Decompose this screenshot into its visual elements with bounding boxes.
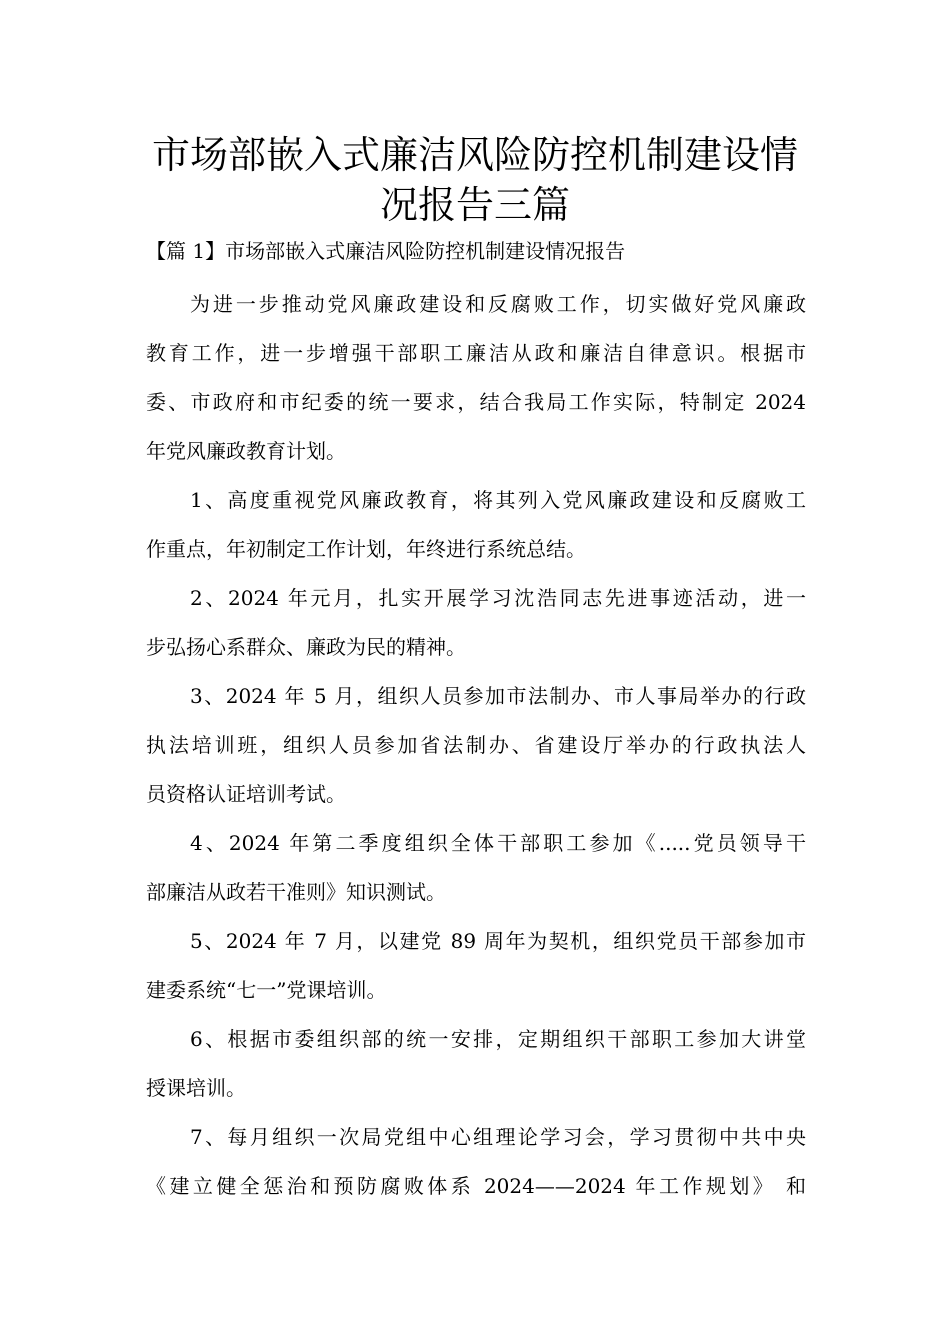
paragraph-line: 《建立健全惩治和预防腐败体系 2024——2024 年工作规划》 和	[146, 1174, 806, 1198]
paragraph-line: 作重点，年初制定工作计划，年终进行系统总结。	[146, 537, 586, 561]
paragraph-line: 4、2024 年第二季度组织全体干部职工参加《.....党员领导干	[190, 831, 806, 855]
paragraph-line: 执法培训班，组织人员参加省法制办、省建设厅举办的行政执法人	[146, 733, 806, 757]
paragraph-line: 为进一步推动党风廉政建设和反腐败工作，切实做好党风廉政	[190, 292, 806, 316]
document-title-line-1: 市场部嵌入式廉洁风险防控机制建设情	[151, 133, 798, 177]
paragraph-line: 授课培训。	[146, 1076, 246, 1100]
paragraph-line: 2、2024 年元月，扎实开展学习沈浩同志先进事迹活动，进一	[190, 586, 806, 610]
paragraph-line: 部廉洁从政若干准则》知识测试。	[146, 880, 446, 904]
paragraph-line: 员资格认证培训考试。	[146, 782, 346, 806]
paragraph-line: 委、市政府和市纪委的统一要求，结合我局工作实际，特制定 2024	[146, 390, 806, 414]
paragraph-line: 建委系统“七一”党课培训。	[146, 978, 387, 1002]
section-heading: 【篇 1】市场部嵌入式廉洁风险防控机制建设情况报告	[146, 239, 626, 263]
paragraph-line: 步弘扬心系群众、廉政为民的精神。	[146, 635, 466, 659]
paragraph-line: 教育工作，进一步增强干部职工廉洁从政和廉洁自律意识。根据市	[146, 341, 806, 365]
paragraph-line: 3、2024 年 5 月，组织人员参加市法制办、市人事局举办的行政	[190, 684, 806, 708]
paragraph-line: 5、2024 年 7 月，以建党 89 周年为契机，组织党员干部参加市	[190, 929, 806, 953]
paragraph-line: 年党风廉政教育计划。	[146, 439, 346, 463]
paragraph-line: 7、每月组织一次局党组中心组理论学习会，学习贯彻中共中央	[190, 1125, 806, 1149]
paragraph-line: 1、高度重视党风廉政教育，将其列入党风廉政建设和反腐败工	[190, 488, 806, 512]
document-title-line-2: 况报告三篇	[379, 183, 570, 227]
paragraph-line: 6、根据市委组织部的统一安排，定期组织干部职工参加大讲堂	[190, 1027, 806, 1051]
